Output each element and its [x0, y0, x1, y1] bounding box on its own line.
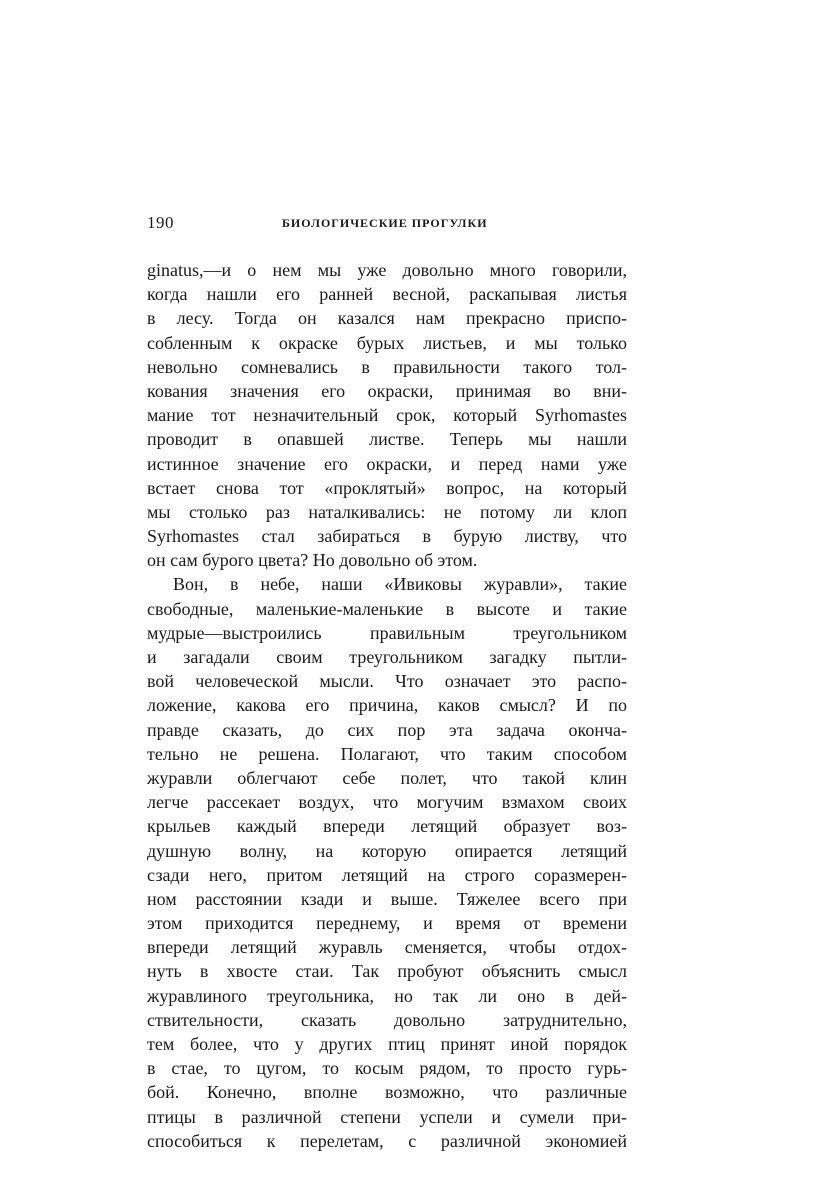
text-line: и загадали своим треугольником загадку пытли- [147, 647, 627, 667]
page-header [147, 213, 627, 233]
text-line: легче рассекает воздух, что могучим взмахом своих [147, 792, 627, 813]
text-line: журавлиного треугольника, но так ли оно в дей- [147, 985, 627, 1006]
text-line: в стае, то цугом, то косым рядом, то просто гурь- [147, 1058, 627, 1079]
text-line: проводит в опавшей листве. Теперь мы нашли [147, 429, 627, 450]
text-line: вой человеческой мысли. Что означает это распо- [147, 671, 627, 692]
text-line: ложение, какова его причина, каков смысл? И по [147, 695, 627, 716]
text-line: душную волну, на которую опирается летящий [147, 840, 627, 861]
text-line: птицы в различной степени успели и сумели при- [147, 1106, 627, 1127]
text-line: истинное значение его окраски, и перед нами уже [147, 453, 627, 474]
text-line: этом приходится переднему, и время от времени [147, 913, 627, 934]
text-line: тем более, что у других птиц принят иной порядок [147, 1034, 627, 1054]
text-line: кования значения его окраски, принимая во вни- [147, 380, 627, 401]
text-line: способиться к перелетам, с различной экономией [147, 1130, 627, 1151]
text-line: нуть в хвосте стаи. Так пробуют объяснить смысл [147, 961, 627, 982]
text-line: ном расстоянии кзади и выше. Тяжелее всего при [147, 888, 627, 909]
text-line: когда нашли его ранней весной, раскапывая листья [147, 284, 627, 305]
text-line: мание тот незначительный срок, который Syrhomastes [147, 405, 627, 426]
body-text [147, 258, 627, 1153]
text-line: Вон, в небе, наши «Ивиковы журавли», такие [173, 574, 627, 595]
text-line: впереди летящий журавль сменяется, чтобы отдох- [147, 937, 627, 958]
text-line: тельно не решена. Полагают, что таким способом [147, 743, 627, 764]
text-line: правде сказать, до сих пор эта задача оконча- [147, 719, 627, 740]
text-line: мы столько раз наталкивались: не потому ли клоп [147, 501, 627, 522]
text-line: собленным к окраске бурых листьев, и мы только [147, 332, 627, 353]
text-line: невольно сомневались в правильности такого тол- [147, 356, 627, 377]
text-line: он сам бурого цвета? Но довольно об этом. [147, 550, 478, 571]
text-line: в лесу. Тогда он казался нам прекрасно приспо- [147, 308, 627, 329]
text-line: ginatus,—и о нем мы уже довольно много говорили, [147, 260, 627, 280]
text-line: ствительности, сказать довольно затруднительно, [147, 1009, 627, 1030]
text-line: Syrhomastes стал забираться в бурую листву, что [147, 526, 627, 547]
text-line: мудрые—выстроились правильным треугольником [147, 622, 627, 643]
text-line: крыльев каждый впереди летящий образует воз- [147, 816, 627, 837]
text-line: встает снова тот «проклятый» вопрос, на который [147, 477, 627, 498]
text-line: сзади него, притом летящий на строго соразмерен- [147, 864, 627, 885]
text-line: бой. Конечно, вполне возможно, что различные [147, 1082, 627, 1103]
text-line: свободные, маленькие-маленькие в высоте и такие [147, 598, 627, 619]
page-number: 190 [147, 213, 174, 232]
running-title: БИОЛОГИЧЕСКИЕ ПРОГУЛКИ [282, 216, 488, 230]
text-line: журавли облегчают себе полет, что такой клин [147, 767, 627, 788]
